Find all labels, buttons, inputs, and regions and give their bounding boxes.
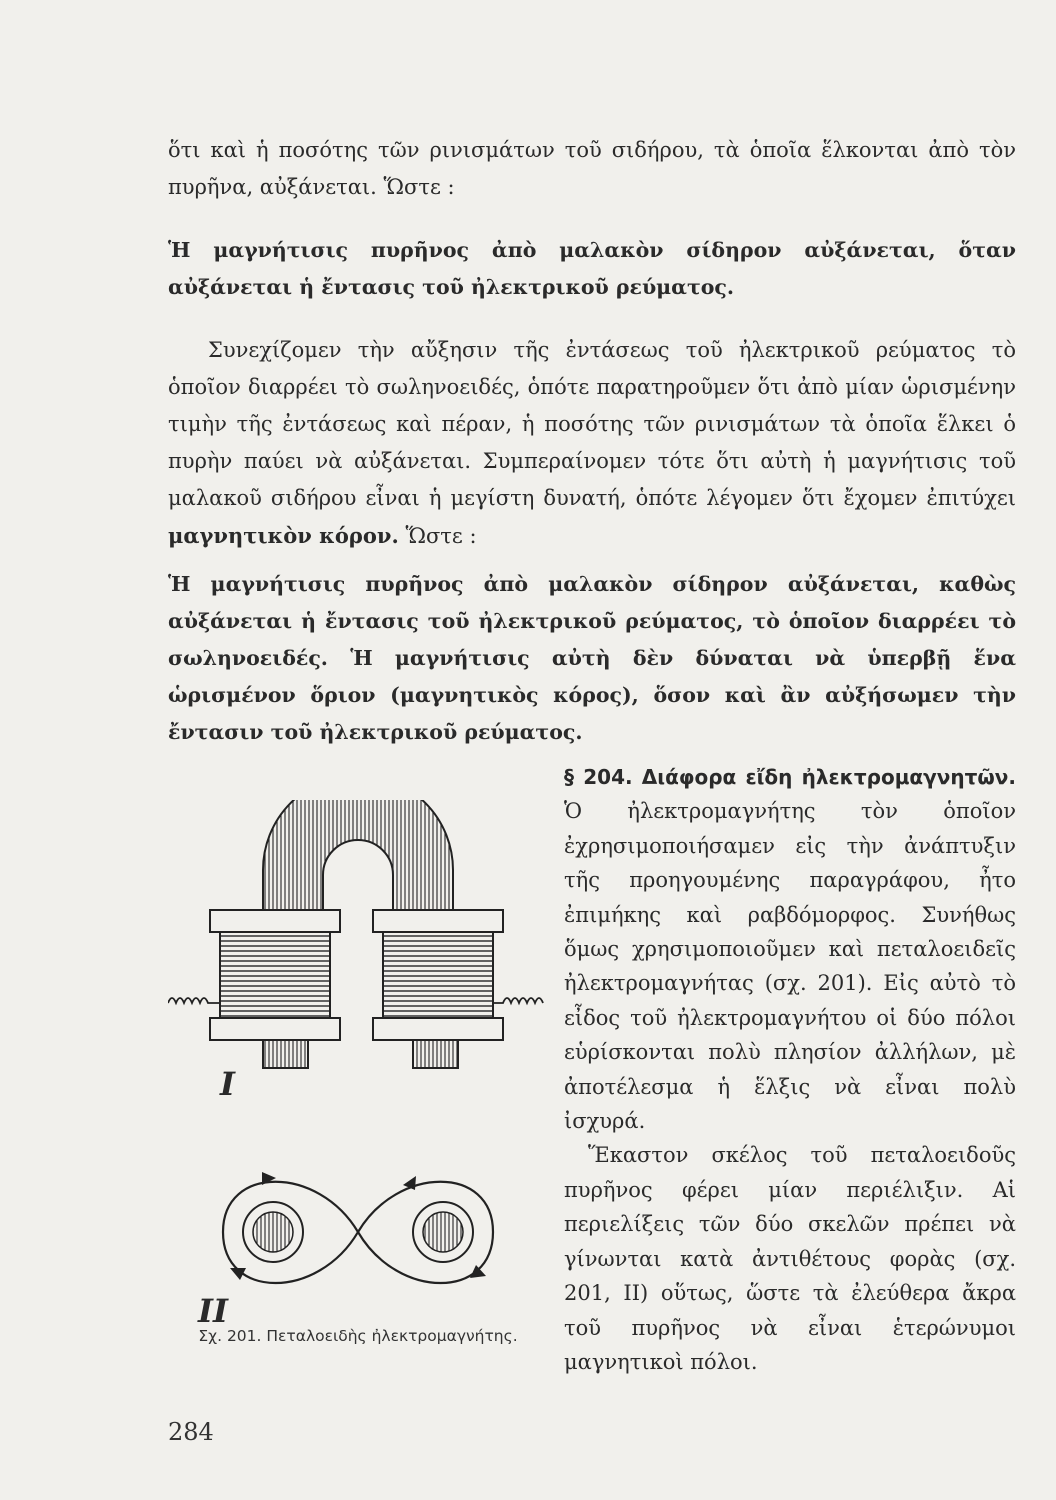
figure-201 — [168, 800, 548, 1330]
left-pole — [263, 1040, 308, 1068]
right-coil-bottom-flange — [373, 1018, 503, 1040]
section-body-2: Ἕκαστον σκέλος τοῦ πεταλοειδοῦς πυρῆνος φέρει μίαν περιέλιξιν. Αἱ περιελίξεις τῶν δύο σκελῶν πρέπει νὰ γίνωνται κατὰ ἀντιθέτους φορὰς (σχ. 201, II) οὕτως, ὥστε τὰ ἐλεύθερα ἄκρα τοῦ πυρῆνος νὰ εἶναι ἑτερώνυμοι μαγνητικοὶ πόλοι. — [564, 1143, 1016, 1374]
right-coil-top-flange — [373, 910, 503, 932]
paragraph-saturation-text: Συνεχίζομεν τὴν αὔξησιν τῆς ἐντάσεως τοῦ ἠλεκτρικοῦ ρεύματος τὸ ὁποῖον διαρρέει τὸ σωληνοειδές, ὁπότε παρατηροῦμεν ὅτι ἀπὸ μίαν ὡρισμένην τιμὴν τῆς ἐντάσεως καὶ πέραν, ἡ ποσότης τῶν ρινισμάτων τὰ ὁποῖα ἕλκει ὁ πυρὴν παύει νὰ αὐξάνεται. Συμπεραίνομεν τότε ὅτι αὐτὴ ἡ μαγνήτισις τοῦ μαλακοῦ σιδήρου εἶναι ἡ μεγίστη δυνατή, ὁπότε λέγομεν ὅτι ἔχομεν ἐπιτύχει — [168, 338, 1016, 510]
left-coil-top-flange — [210, 910, 340, 932]
figure-label-II: II — [198, 1292, 228, 1330]
right-pole — [413, 1040, 458, 1068]
left-core-inner — [253, 1212, 293, 1252]
left-lead-wire — [168, 998, 220, 1003]
left-coil-winding — [220, 932, 330, 1018]
figure-label-I: I — [220, 1065, 235, 1103]
right-coil-winding — [383, 932, 493, 1018]
horseshoe-electromagnet-diagram — [168, 800, 548, 1330]
paragraph-saturation-end: Ὥστε : — [405, 524, 477, 548]
figure-caption: Σχ. 201. Πεταλοειδὴς ἠλεκτρομαγνήτης. — [198, 1327, 518, 1345]
right-lead-wire — [493, 998, 543, 1003]
page-number: 284 — [168, 1418, 214, 1446]
term-magnetic-saturation: μαγνητικὸν κόρον. — [168, 523, 399, 548]
paragraph-intro: ὅτι καὶ ἡ ποσότης τῶν ρινισμάτων τοῦ σιδήρου, τὰ ὁποῖα ἕλκονται ἀπὸ τὸν πυρῆνα, αὐξάνεται. Ὥστε : — [168, 138, 1016, 199]
horseshoe-core — [263, 800, 453, 918]
section-body-1: Ὁ ἠλεκτρομαγνήτης τὸν ὁποῖον ἐχρησιμοποιήσαμεν εἰς τὴν ἀνάπτυξιν τῆς προηγουμένης παραγράφου, ἦτο ἐπιμήκης καὶ ραβδόμορφος. Συνήθως ὅμως χρησιμοποιοῦμεν καὶ πεταλοειδεῖς ἠλεκτρομαγνήτας (σχ. 201). Εἰς αὐτὸ τὸ εἶδος τοῦ ἠλεκτρομαγνήτου οἱ δύο πόλοι εὑρίσκονται πολὺ πλησίον ἀλλήλων, μὲ ἀποτέλεσμα ἡ ἕλξις νὰ εἶναι πολὺ ἰσχυρά. — [564, 799, 1016, 1134]
section-heading: § 204. Διάφορα εἴδη ἠλεκτρομαγνητῶν. — [564, 765, 1016, 789]
rule-statement-1: Ἡ μαγνήτισις πυρῆνος ἀπὸ μαλακὸν σίδηρον αὐξάνεται, ὅταν αὐξάνεται ἡ ἔντασις τοῦ ἠλεκτρικοῦ ρεύματος. — [168, 238, 1016, 299]
left-coil-bottom-flange — [210, 1018, 340, 1040]
section-204 — [564, 760, 1016, 1379]
rule-statement-2: Ἡ μαγνήτισις πυρῆνος ἀπὸ μαλακὸν σίδηρον αὐξάνεται, καθὼς αὐξάνεται ἡ ἔντασις τοῦ ἠλεκτρικοῦ ρεύματος, τὸ ὁποῖον διαρρέει τὸ σωληνοειδές. Ἡ μαγνήτισις αὐτὴ δὲν δύναται νὰ ὑπερβῇ ἕνα ὡρισμένον ὅριον (μαγνητικὸς κόρος), ὅσον καὶ ἂν αὐξήσωμεν τὴν ἔντασιν τοῦ ἠλεκτρικοῦ ρεύματος. — [168, 572, 1016, 744]
paragraph-saturation — [168, 332, 1016, 555]
electromagnet-drawing — [168, 800, 543, 1103]
arrow-right-bottom — [470, 1265, 486, 1278]
right-core-inner — [423, 1212, 463, 1252]
winding-direction-drawing — [197, 1172, 493, 1330]
